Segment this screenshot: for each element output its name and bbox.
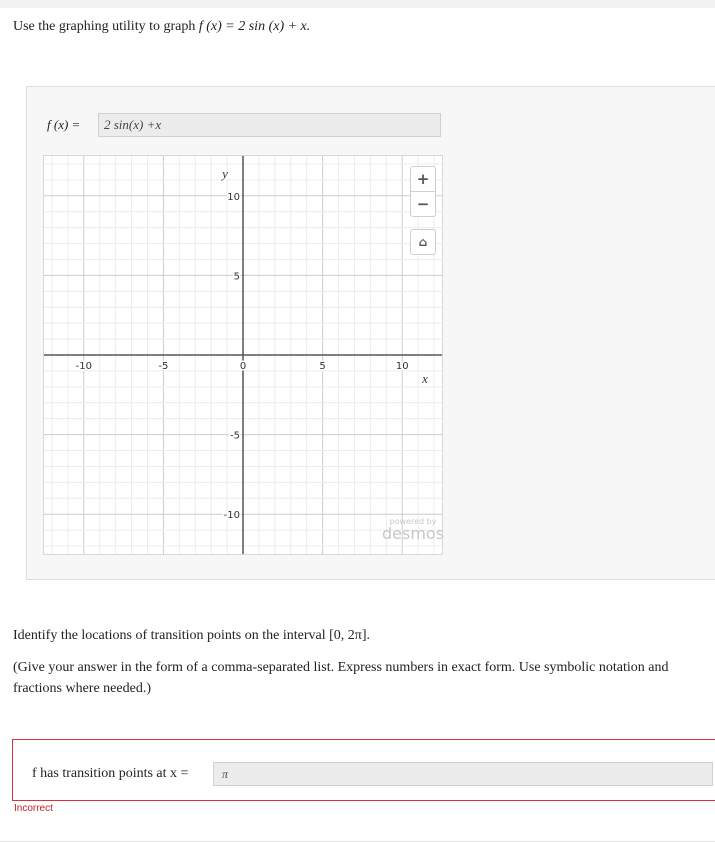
question-function: f (x) = 2 sin (x) + x.	[198, 19, 311, 34]
y-axis-label: y	[222, 166, 228, 181]
zoom-out-button[interactable]: −	[410, 191, 436, 217]
zoom-in-button[interactable]: +	[410, 166, 436, 192]
y-tick-label: -10	[223, 510, 240, 522]
powered-by-text: powered by	[389, 517, 437, 526]
x-tick-label: -10	[75, 361, 92, 372]
x-axis-label: x	[422, 371, 428, 386]
status-incorrect: Incorrect	[14, 803, 53, 814]
answer-value: π	[222, 767, 229, 781]
x-tick-label: -5	[158, 361, 169, 372]
answer-box	[12, 739, 715, 801]
answer-input[interactable]	[213, 762, 713, 786]
x-tick-label: 0	[239, 361, 247, 372]
home-icon: ⌂	[418, 235, 428, 249]
question-prefix: Use the graphing utility to graph	[13, 19, 199, 34]
graph-svg	[44, 156, 445, 554]
graph-canvas[interactable]	[43, 155, 443, 555]
desmos-logo-text: desmos	[382, 524, 445, 543]
y-tick-label: 10	[227, 191, 240, 203]
expression-value: 2 sin(x) +x	[104, 117, 162, 132]
y-tick-label: -5	[230, 430, 240, 442]
answer-label: f has transition points at x =	[32, 766, 189, 781]
y-tick-label: 5	[233, 271, 240, 283]
home-button[interactable]	[410, 229, 436, 255]
question-text	[13, 19, 310, 35]
top-bar	[0, 0, 715, 8]
answer-format-note: (Give your answer in the form of a comma-separated list. Express numbers in exact form. Use symbolic notation and fractions where needed.)	[13, 660, 669, 696]
instruction-text: Identify the locations of transition points on the interval [0, 2π].	[13, 628, 370, 643]
x-tick-label: 5	[319, 361, 326, 372]
expression-input[interactable]	[98, 113, 441, 137]
expression-label: f (x) =	[47, 117, 81, 132]
x-tick-label: 10	[395, 361, 409, 372]
powered-by-desmos[interactable]	[382, 518, 444, 542]
